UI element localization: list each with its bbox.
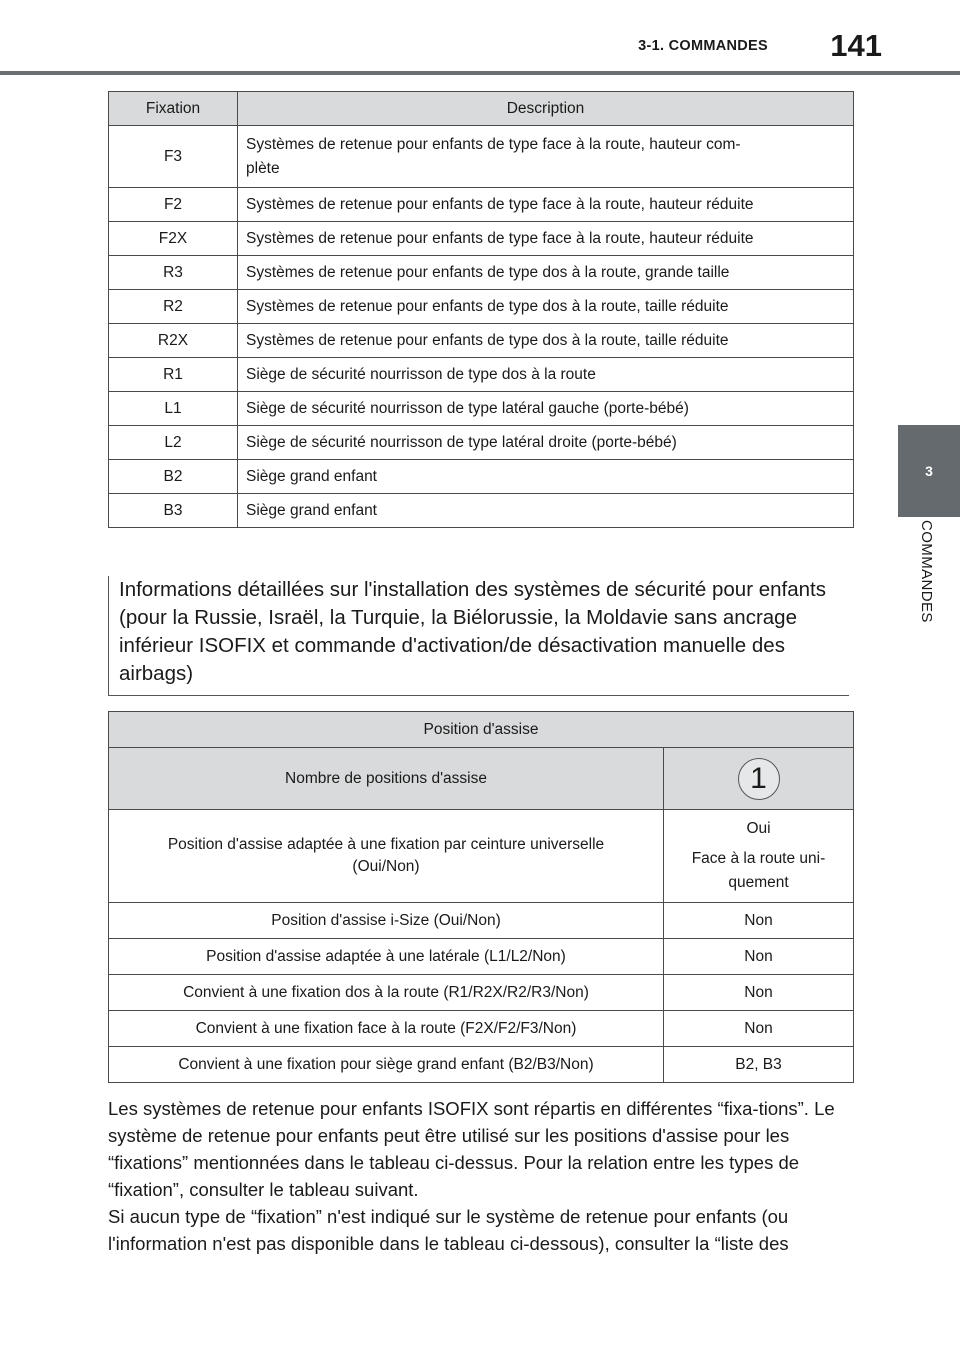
description-cell: Siège grand enfant — [238, 460, 854, 494]
fixation-cell: R3 — [109, 256, 238, 290]
table-row — [109, 975, 854, 1011]
chapter-number: 3 — [925, 463, 933, 479]
description-cell: Systèmes de retenue pour enfants de type face à la route, hauteur com- plète — [238, 126, 854, 188]
table-row — [109, 1047, 854, 1083]
table-row — [109, 126, 854, 188]
table-title-row — [109, 712, 854, 748]
table-row — [109, 460, 854, 494]
table-header-row — [109, 92, 854, 126]
table-row — [109, 188, 854, 222]
seating-position-table — [108, 711, 854, 1083]
page-number: 141 — [830, 28, 882, 63]
fixation-table — [108, 91, 854, 528]
seat-count-row — [109, 748, 854, 810]
body-paragraph: Si aucun type de “fixation” n'est indiqué sur le système de retenue pour enfants (ou l'information n'est pas disponible dans le tableau ci-dessous), consulter la “liste des — [108, 1206, 789, 1254]
row-value: Non — [664, 1011, 854, 1047]
body-text — [108, 1095, 853, 1257]
description-cell: Systèmes de retenue pour enfants de type dos à la route, taille réduite — [238, 324, 854, 358]
table-row — [109, 494, 854, 528]
fixation-cell: R1 — [109, 358, 238, 392]
header-fixation: Fixation — [109, 92, 238, 126]
info-box — [108, 576, 849, 696]
seat-number-badge: 1 — [738, 758, 780, 800]
chapter-label: COMMANDES — [918, 520, 935, 623]
header-rule — [0, 71, 960, 75]
description-cell: Systèmes de retenue pour enfants de type dos à la route, taille réduite — [238, 290, 854, 324]
table-row — [109, 358, 854, 392]
table-row — [109, 810, 854, 903]
fixation-cell: F2X — [109, 222, 238, 256]
fixation-cell: R2 — [109, 290, 238, 324]
fixation-cell: B3 — [109, 494, 238, 528]
table-row — [109, 290, 854, 324]
row-value: Non — [664, 939, 854, 975]
table-row — [109, 1011, 854, 1047]
table-row — [109, 903, 854, 939]
seat-count-cell — [664, 748, 854, 810]
seating-position-title: Position d'assise — [109, 712, 854, 748]
description-cell: Systèmes de retenue pour enfants de type face à la route, hauteur réduite — [238, 222, 854, 256]
fixation-cell: L1 — [109, 392, 238, 426]
section-title: 3-1. COMMANDES — [638, 38, 768, 54]
description-cell: Siège grand enfant — [238, 494, 854, 528]
row-value: Non — [664, 975, 854, 1011]
row-label: Convient à une fixation face à la route (F2X/F2/F3/Non) — [109, 1011, 664, 1047]
fixation-cell: B2 — [109, 460, 238, 494]
row-label: Position d'assise adaptée à une latérale (L1/L2/Non) — [109, 939, 664, 975]
description-cell: Siège de sécurité nourrisson de type latéral gauche (porte-bébé) — [238, 392, 854, 426]
description-cell: Siège de sécurité nourrisson de type dos à la route — [238, 358, 854, 392]
universal-belt-label: Position d'assise adaptée à une fixation par ceinture universelle (Oui/Non) — [109, 810, 664, 903]
header-description: Description — [238, 92, 854, 126]
description-cell: Systèmes de retenue pour enfants de type face à la route, hauteur réduite — [238, 188, 854, 222]
table-row — [109, 222, 854, 256]
fixation-cell: F2 — [109, 188, 238, 222]
table-row — [109, 256, 854, 290]
row-label: Convient à une fixation dos à la route (R1/R2X/R2/R3/Non) — [109, 975, 664, 1011]
table-row — [109, 426, 854, 460]
table-row — [109, 939, 854, 975]
table-row — [109, 324, 854, 358]
fixation-cell: R2X — [109, 324, 238, 358]
row-label: Position d'assise i-Size (Oui/Non) — [109, 903, 664, 939]
row-label: Convient à une fixation pour siège grand enfant (B2/B3/Non) — [109, 1047, 664, 1083]
chapter-tab — [898, 425, 960, 517]
fixation-cell: F3 — [109, 126, 238, 188]
description-cell: Siège de sécurité nourrisson de type latéral droite (porte-bébé) — [238, 426, 854, 460]
row-value: B2, B3 — [664, 1047, 854, 1083]
body-paragraph: Les systèmes de retenue pour enfants ISOFIX sont répartis en différentes “fixa-tions”. Le système de retenue pour enfants peut être utilisé sur les positions d'assise pour les “fixations” mentionnées dans le tableau ci-dessus. Pour la relation entre les types de “fixation”, consulter le tableau suivant. — [108, 1098, 835, 1200]
info-title: Informations détaillées sur l'installation des systèmes de sécurité pour enfants (pour la Russie, Israël, la Turquie, la Biélorussie, la Moldavie sans ancrage inférieur ISOFIX et commande d'activation/de désactivation manuelle des airbags) — [119, 578, 826, 685]
table-row — [109, 392, 854, 426]
seat-count-label: Nombre de positions d'assise — [109, 748, 664, 810]
universal-belt-value: Oui Face à la route uni- quement — [664, 810, 854, 903]
fixation-cell: L2 — [109, 426, 238, 460]
row-value: Non — [664, 903, 854, 939]
description-cell: Systèmes de retenue pour enfants de type dos à la route, grande taille — [238, 256, 854, 290]
